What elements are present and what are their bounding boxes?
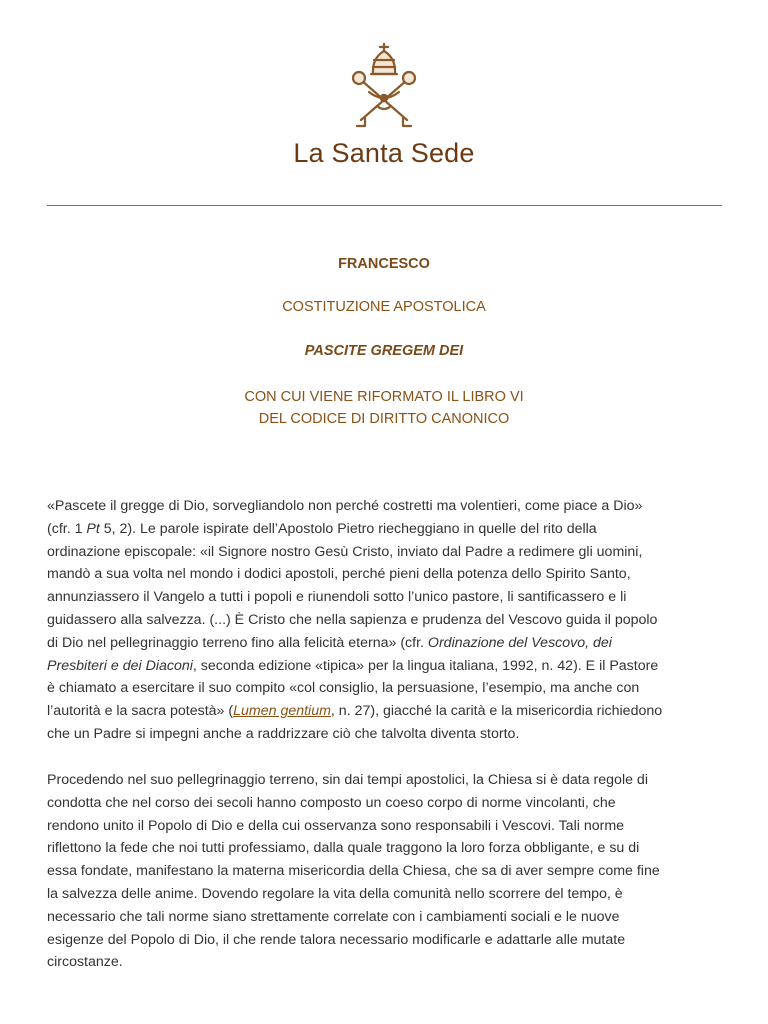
text-span: l’autorità e la sacra potestà» ( — [47, 703, 234, 720]
document-type: COSTITUZIONE APOSTOLICA — [282, 299, 486, 315]
text-line: è chiamato a esercitare il suo compito «col consiglio, la persuasione, l’esempio, ma anche con — [47, 680, 640, 697]
header-divider — [47, 205, 722, 206]
text-line: necessario che tali norme siano strettamente correlate con i cambiamenti sociali e le nuove — [47, 908, 620, 925]
text-line — [47, 518, 727, 541]
text-line: circostanze. — [47, 954, 123, 971]
text-line: guidassero alla salvezza. (...) È Cristo che nella sapienza e prudenza del Vescovo guida il popolo — [47, 611, 658, 628]
body-paragraph-2 — [47, 769, 727, 974]
document-subtitle — [0, 386, 768, 430]
citation-italic: Pt — [86, 520, 100, 537]
document-author: FRANCESCO — [338, 256, 430, 272]
text-span: , n. 27), giacché la carità e la misericordia richiedono — [330, 703, 663, 720]
citation-italic: Ordinazione del Vescovo, dei — [427, 634, 612, 651]
text-line: ordinazione episcopale: «il Signore nostro Gesù Cristo, inviato dal Padre a redimere gli uomini, — [47, 543, 643, 560]
text-line: essa fondate, manifestano la materna misericordia della Chiesa, che sa di aver sempre come fine — [47, 863, 660, 880]
text-line: mandò a sua volta nel mondo i dodici apostoli, perché pieni della potenza dello Spirito Santo, — [47, 566, 631, 583]
text-span: , seconda edizione «tipica» per la lingua italiana, 1992, n. 42). E il Pastore — [192, 657, 659, 674]
text-line: riflettono la fede che noi tutti professiamo, dalla quale traggono la loro forza obbligante, e su di — [47, 840, 640, 857]
document-title: PASCITE GREGEM DEI — [304, 343, 464, 359]
text-line: annunziassero il Vangelo a tutti i popoli e riunendoli sotto l’unico pastore, li santificassero e li — [47, 589, 627, 606]
text-line: che un Padre si impegni anche a raddrizzare ciò che talvolta diventa storto. — [47, 725, 520, 742]
text-line — [47, 632, 727, 655]
lumen-gentium-link[interactable]: Lumen gentium — [233, 703, 331, 720]
text-line: rendono unito il Popolo di Dio e della cui osservanza sono responsabili i Vescovi. Tali norme — [47, 817, 625, 834]
text-line: esigenze del Popolo di Dio, il che rende talora necessario modificarle e adattarle alle mutate — [47, 931, 626, 948]
text-span: (cfr. 1 — [47, 520, 87, 537]
document-subtitle-line: CON CUI VIENE RIFORMATO IL LIBRO VI — [244, 389, 524, 405]
text-span: 5, 2). Le parole ispirate dell’Apostolo Pietro riecheggiano in quelle del rito della — [99, 520, 597, 537]
text-line: Procedendo nel suo pellegrinaggio terreno, sin dai tempi apostolici, la Chiesa si è data regole di — [47, 772, 648, 788]
text-line: condotta che nel corso dei secoli hanno composto un coeso corpo di norme vincolanti, che — [47, 794, 616, 811]
site-title[interactable]: La Santa Sede — [293, 138, 475, 168]
page-header — [0, 0, 768, 210]
text-line — [47, 655, 727, 678]
text-line — [47, 700, 727, 723]
papal-keys-emblem-icon — [339, 40, 429, 130]
text-span: di Dio nel pellegrinaggio terreno fino alla felicità eterna» (cfr. — [47, 634, 428, 651]
text-line: «Pascete il gregge di Dio, sorvegliandolo non perché costretti ma volentieri, come piace a Dio» — [47, 498, 643, 514]
document-subtitle-line: DEL CODICE DI DIRITTO CANONICO — [258, 411, 510, 427]
text-line: la salvezza delle anime. Dovendo regolare la vita della comunità nello scorrere del tempo, è — [47, 885, 623, 902]
citation-italic: Presbiteri e dei Diaconi — [47, 657, 193, 674]
body-paragraph-1 — [47, 495, 727, 746]
